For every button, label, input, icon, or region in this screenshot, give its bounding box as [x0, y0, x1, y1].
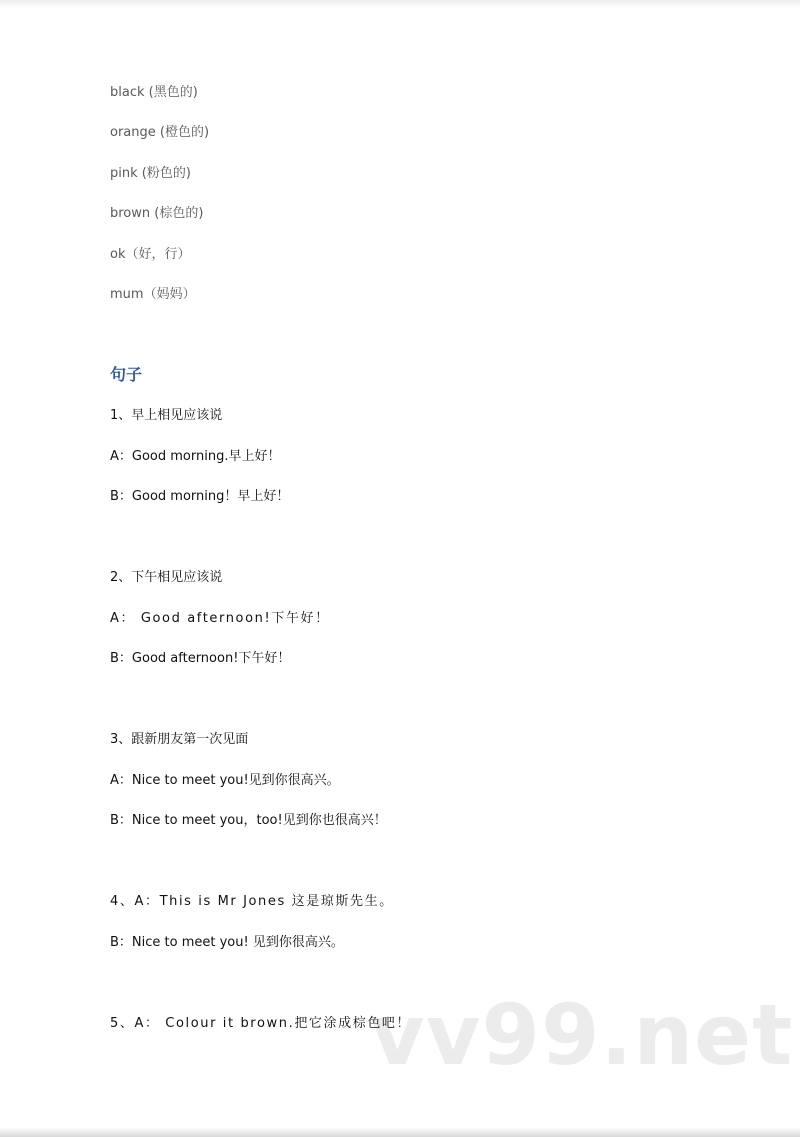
- sentence-1-a: A：Good morning.早上好！: [110, 449, 281, 464]
- sentence-1-b: B：Good morning！早上好！: [110, 489, 290, 504]
- sentence-4-b: B：Nice to meet you! 见到你很高兴。: [110, 935, 344, 950]
- vocab-mum: mum（妈妈）: [110, 287, 196, 302]
- vocab-pink: pink (粉色的): [110, 166, 191, 181]
- sentence-1-title: 1、早上相见应该说: [110, 408, 223, 423]
- sentence-4-a: 4、A：This is Mr Jones 这是琼斯先生。: [110, 894, 394, 909]
- vocab-brown: brown (棕色的): [110, 206, 204, 221]
- sentence-3-a: A：Nice to meet you!见到你很高兴。: [110, 773, 340, 788]
- watermark: vv99.net: [370, 986, 794, 1084]
- section-heading: 句子: [110, 365, 143, 384]
- sentence-2-b: B：Good afternoon!下午好！: [110, 651, 291, 666]
- sentence-3-title: 3、跟新朋友第一次见面: [110, 732, 249, 747]
- page-bottom-shadow: [0, 1127, 800, 1137]
- sentence-5-a: 5、A： Colour it brown.把它涂成棕色吧！: [110, 1016, 412, 1031]
- sentence-2-a: A： Good afternoon!下午好！: [110, 611, 330, 626]
- page-top-shadow: [0, 0, 800, 8]
- vocab-ok: ok（好，行）: [110, 247, 191, 262]
- sentence-3-b: B：Nice to meet you，too!见到你也很高兴！: [110, 813, 387, 828]
- vocab-black: black (黑色的): [110, 85, 198, 100]
- sentence-2-title: 2、下午相见应该说: [110, 570, 223, 585]
- vocab-orange: orange (橙色的): [110, 125, 210, 140]
